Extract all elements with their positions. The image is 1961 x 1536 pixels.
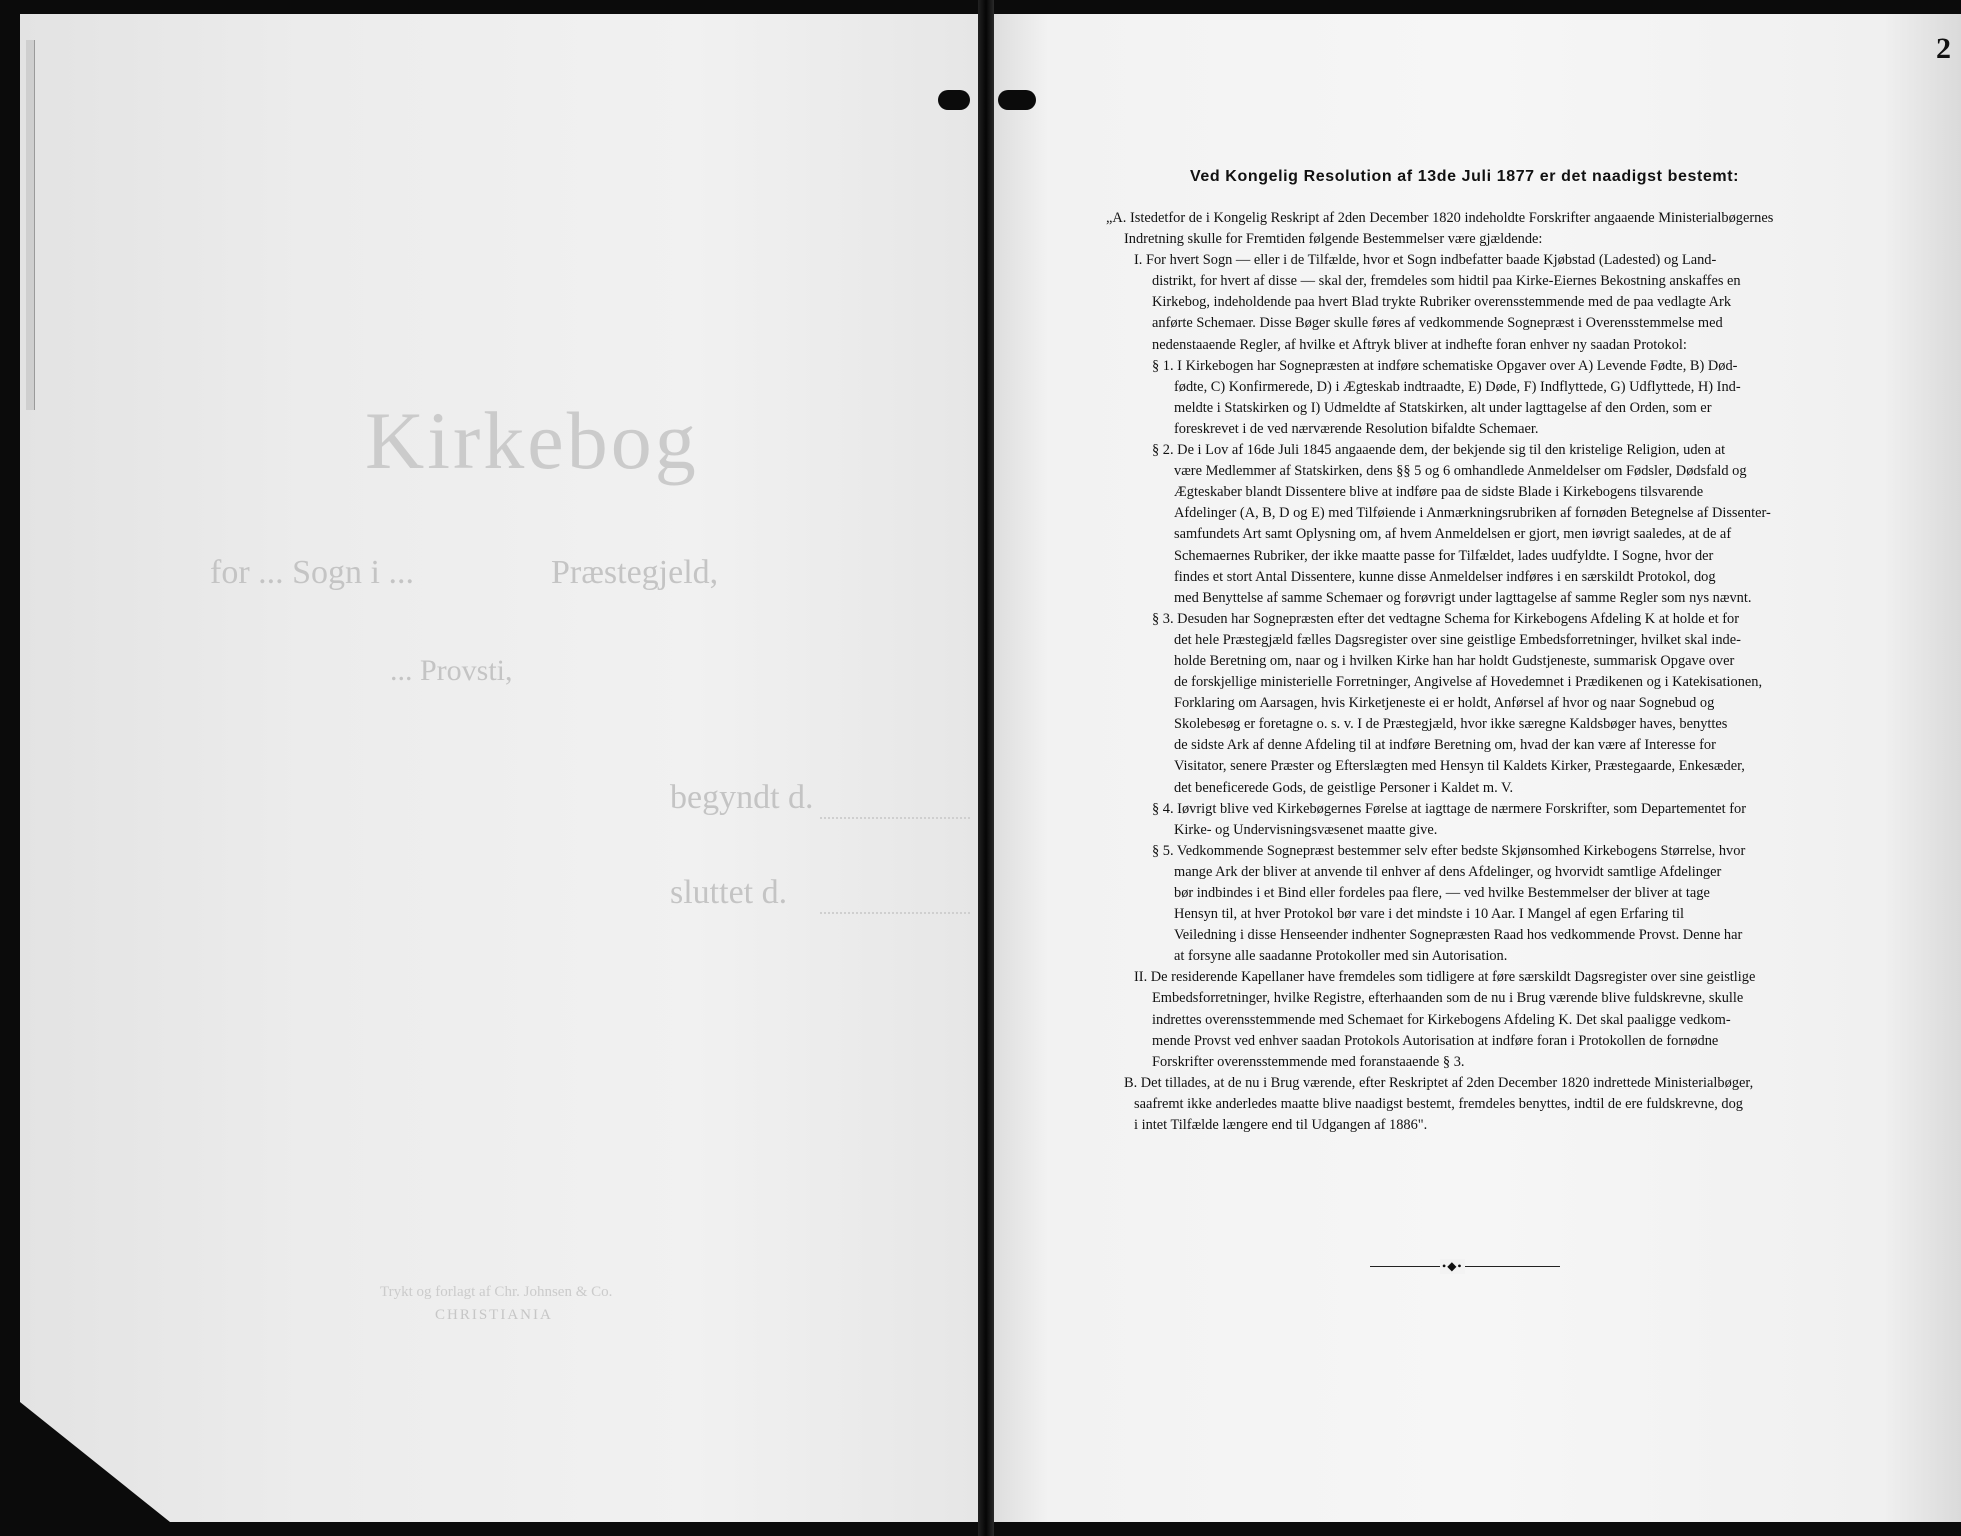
page-number: 2 (1936, 32, 1951, 65)
ended-dotted-rule (820, 912, 970, 914)
resolution-line: findes et stort Antal Dissentere, kunne disse Anmeldelser indføres i en særskildt Protokol, dog (1174, 568, 1716, 585)
resolution-line: i intet Tilfælde længere end til Udgangen af 1886". (1134, 1117, 1428, 1134)
resolution-line: fødte, C) Konfirmerede, D) i Ægteskab indtraadte, E) Døde, F) Indflyttede, G) Udflyttede, H) Ind- (1174, 378, 1741, 395)
ended-line: sluttet d. (670, 874, 788, 911)
deanery-line: ... Provsti, (390, 654, 513, 687)
resolution-line: holde Beretning om, naar og i hvilken Kirke han har holdt Gudstjeneste, summarisk Opgave over (1174, 652, 1735, 669)
resolution-line: Forklaring om Aarsagen, hvis Kirketjeneste ei er holdt, Anførsel af hvor og naar Sognebud og (1174, 695, 1715, 712)
resolution-line: Afdelinger (A, B, D og E) med Tilføiende i Anmærkningsrubriken af fornøden Betegnelse af Dissenter- (1174, 505, 1771, 522)
resolution-line: anførte Schemaer. Disse Bøger skulle føres af vedkommende Sognepræst i Overensstemmelse med (1152, 315, 1723, 332)
resolution-line: indrettes overensstemmende med Schemaet for Kirkebogens Afdeling K. Det skal paaligge vedkom- (1152, 1011, 1731, 1028)
resolution-line: Ægteskaber blandt Dissentere blive at indføre paa de sidste Blade i Kirkebogens tilsvarende (1174, 484, 1704, 501)
parish-line (210, 554, 718, 592)
resolution-line: nedenstaaende Regler, af hvilke et Aftryk bliver at indhefte foran enhver ny saadan Protokol: (1152, 336, 1687, 353)
resolution-line: være Medlemmer af Statskirken, dens §§ 5 og 6 omhandlede Anmeldelser om Fødsler, Dødsfald og (1174, 463, 1747, 480)
printer-city: CHRISTIANIA (435, 1307, 553, 1323)
begun-line: begyndt d. (670, 779, 814, 816)
resolution-line: Visitator, senere Præster og Efterslægten med Hensyn til Kaldets Kirker, Præstegaarde, Enkesæder, (1174, 758, 1745, 775)
book-gutter (978, 0, 994, 1536)
begun-dotted-rule (820, 817, 970, 819)
resolution-line: de forskjellige ministerielle Forretninger, Angivelse af Hovedemnet i Prædikenen og i Katekisationen, (1174, 674, 1763, 691)
resolution-line: Forskrifter overensstemmende med foranstaaende § 3. (1152, 1053, 1465, 1070)
binding-clip-right (998, 90, 1036, 110)
resolution-line: det beneficerede Gods, de geistlige Personer i Kaldet m. V. (1174, 779, 1514, 796)
ornament-rule (1370, 1266, 1560, 1267)
resolution-line: § 3. Desuden har Sognepræsten efter det vedtagne Schema for Kirkebogens Afdeling K at holde et for (1152, 610, 1740, 627)
resolution-line: Veiledning i disse Henseender indhenter Sognepræsten Raad hos vedkommende Provst. Denne har (1174, 927, 1743, 944)
resolution-line: saafremt ikke anderledes maatte blive naadigst bestemt, fremdeles benyttes, indtil de ere fuldskrevne, dog (1134, 1095, 1743, 1112)
resolution-line: mende Provst ved enhver saadan Protokols Autorisation at indføre foran i Protokollen de fornødne (1152, 1032, 1719, 1049)
resolution-line: samfundets Art samt Oplysning om, af hvem Anmeldelsen er gjort, men iøvrigt saaledes, at de af (1174, 526, 1732, 543)
parish-line-text: for ... Sogn i ... (210, 554, 414, 591)
resolution-line: II. De residerende Kapellaner have fremdeles som tidligere at føre særskildt Dagsregister over sine geistlige (1134, 969, 1756, 986)
resolution-line: det hele Præstegjæld fælles Dagsregister over sine geistlige Embedsforretninger, hvilket skal inde- (1174, 631, 1741, 648)
resolution-body (1106, 208, 1806, 1136)
resolution-line: Skolebesøg er foretagne o. s. v. I de Præstegjæld, hvor ikke særegne Kaldsbøger haves, benyttes (1174, 716, 1728, 733)
resolution-line: de sidste Ark af denne Afdeling til at indføre Beretning om, hvad der kan være af Interesse for (1174, 737, 1716, 754)
end-ornament (1370, 1259, 1560, 1273)
resolution-line: B. Det tillades, at de nu i Brug værende, efter Reskriptet af 2den December 1820 indrettede Ministerialbøger, (1124, 1074, 1754, 1091)
resolution-line: § 2. De i Lov af 16de Juli 1845 angaaende dem, der bekjende sig til den kristelige Religion, uden at (1152, 442, 1726, 459)
resolution-line: § 5. Vedkommende Sognepræst bestemmer selv efter bedste Skjønsomhed Kirkebogens Størrelse, hvor (1152, 842, 1746, 859)
resolution-line: meldte i Statskirken og I) Udmeldte af Statskirken, alt under lagttagelse af den Orden, som er (1174, 399, 1712, 416)
left-page (20, 14, 982, 1522)
resolution-line: Indretning skulle for Fremtiden følgende Bestemmelser være gjældende: (1124, 231, 1543, 248)
left-page-title: Kirkebog (365, 395, 699, 486)
resolution-line: „A. Istedetfor de i Kongelig Reskript af 2den December 1820 indeholdte Forskrifter angaaende Ministerialbøgernes (1106, 210, 1774, 226)
resolution-line: distrikt, for hvert af disse — skal der, fremdeles som hidtil paa Kirke-Eiernes Bekostning anskaffes en (1152, 273, 1741, 290)
resolution-line: § 1. I Kirkebogen har Sognepræsten at indføre schematiske Opgaver over A) Levende Fødte, B) Død- (1152, 357, 1738, 374)
resolution-line: I. For hvert Sogn — eller i de Tilfælde, hvor et Sogn indbefatter baade Kjøbstad (Ladested) og Land- (1134, 252, 1717, 269)
binding-clip-left (938, 90, 970, 110)
resolution-line: Kirke- og Undervisningsvæsenet maatte give. (1174, 821, 1438, 838)
ornament-glyphs: •◆• (1442, 1259, 1463, 1273)
resolution-line: mange Ark der bliver at anvende til enhver af dens Afdelinger, og hvorvidt samtlige Afdelinger (1174, 863, 1722, 880)
binding-strip (26, 40, 35, 410)
resolution-line: med Benyttelse af samme Schemaer og forøvrigt under lagttagelse af samme Regler som nys nævnt. (1174, 589, 1752, 606)
resolution-line: Kirkebog, indeholdende paa hvert Blad trykte Rubriker overensstemmende med de paa vedlagte Ark (1152, 294, 1732, 311)
printer-imprint: Trykt og forlagt af Chr. Johnsen & Co. (380, 1284, 613, 1300)
resolution-line: bør indbindes i et Bind eller fordeles paa flere, — ved hvilke Bestemmelser der bliver at tage (1174, 885, 1710, 901)
scan-border-left (0, 0, 22, 1536)
resolution-line: Embedsforretninger, hvilke Registre, efterhaanden som de nu i Brug værende blive fuldskrevne, skulle (1152, 990, 1744, 1007)
resolution-line: Schemaernes Rubriker, der ikke maatte passe for Tilfældet, lades uudfyldte. I Sogne, hvor der (1174, 547, 1714, 564)
resolution-line: § 4. Iøvrigt blive ved Kirkebøgernes Førelse at iagttage de nærmere Forskrifter, som Departementet for (1152, 800, 1747, 817)
resolution-line: foreskrevet i de ved nærværende Resolution bifaldte Schemaer. (1174, 420, 1539, 437)
resolution-line: Hensyn til, at hver Protokol bør vare i det mindste i 10 Aar. I Mangel af egen Erfaring til (1174, 906, 1684, 923)
parish-line-right: Præstegjeld, (551, 554, 719, 591)
resolution-line: at forsyne alle saadanne Protokoller med sin Autorisation. (1174, 948, 1508, 965)
resolution-heading: Ved Kongelig Resolution af 13de Juli 1877 er det naadigst bestemt: (1190, 168, 1740, 185)
